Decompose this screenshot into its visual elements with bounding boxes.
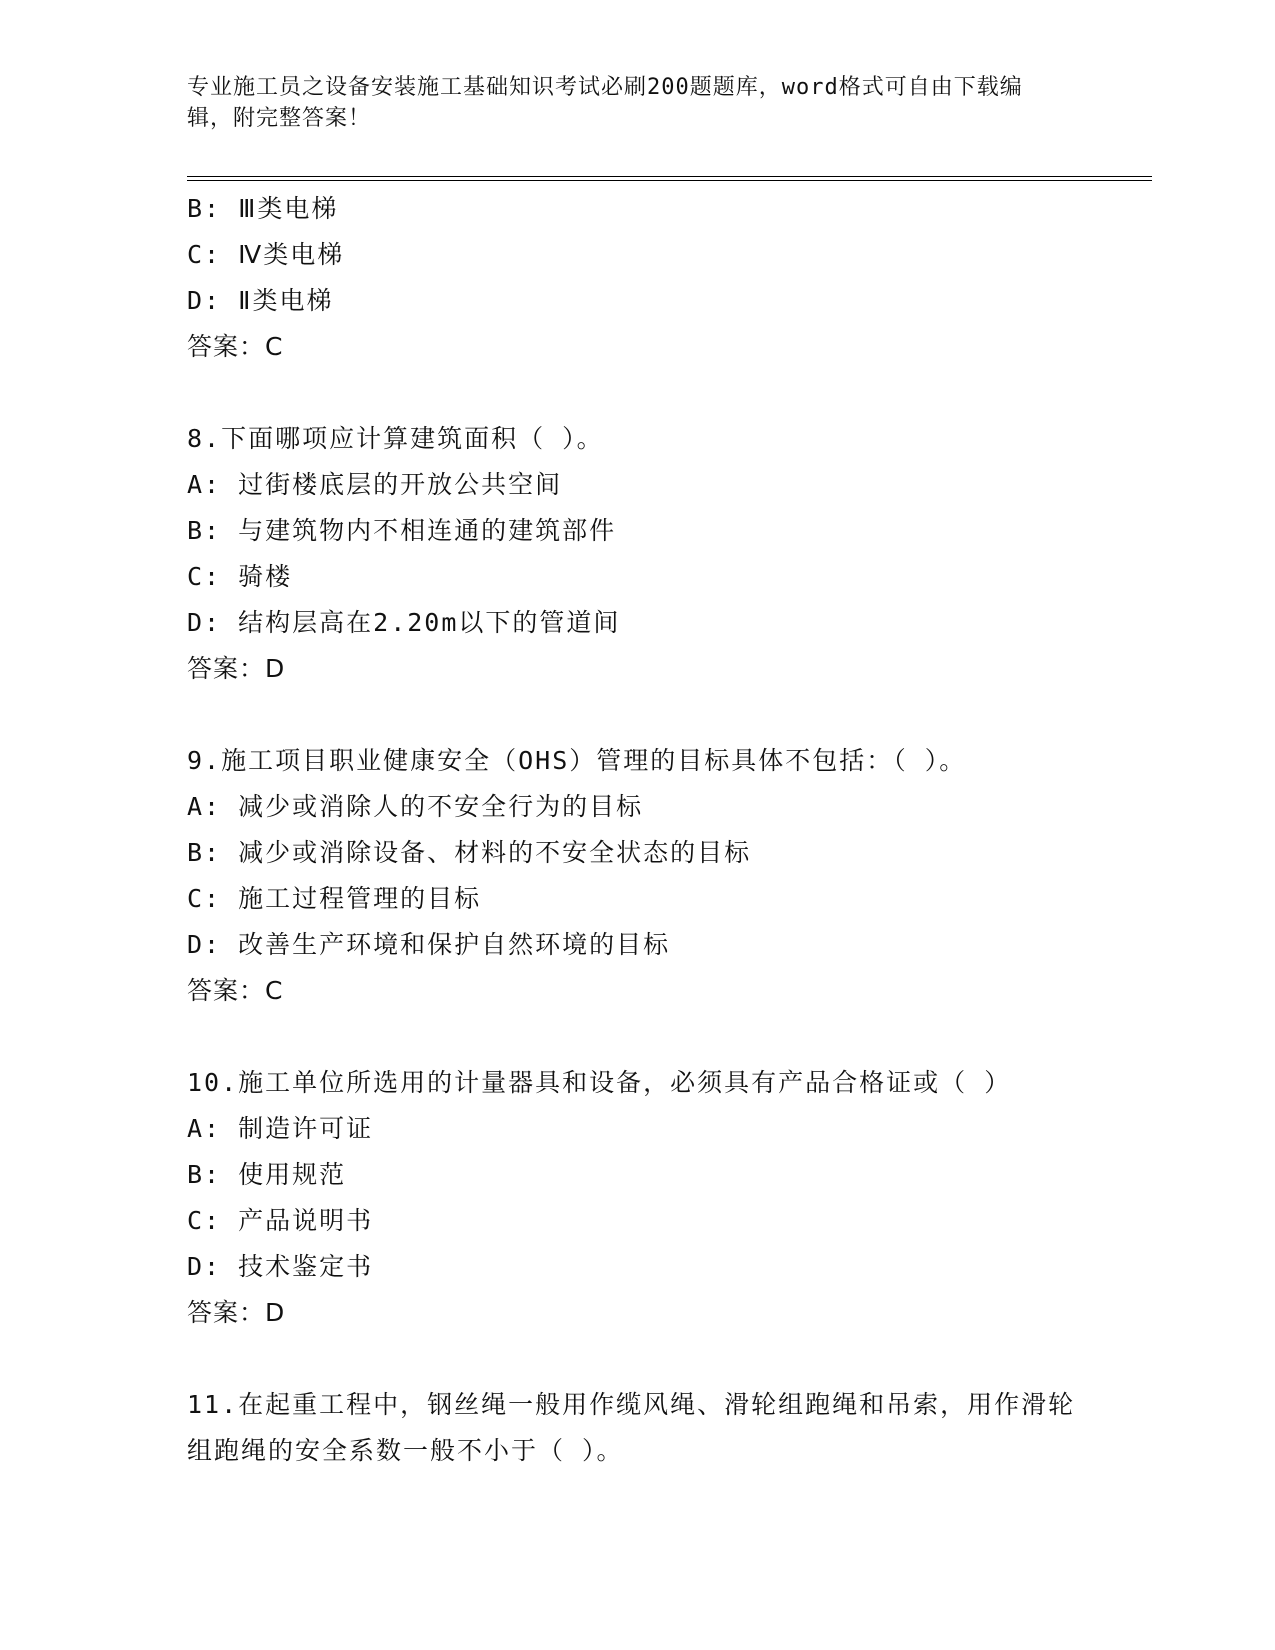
answer-line: 答案：C xyxy=(187,976,284,1005)
spacer xyxy=(187,1336,1152,1382)
question-block-8 xyxy=(187,416,1152,692)
option-a: A: 减少或消除人的不安全行为的目标 xyxy=(187,792,644,821)
option-d: D: Ⅱ类电梯 xyxy=(187,286,334,315)
option-a: A: 过街楼底层的开放公共空间 xyxy=(187,470,563,499)
option-c: C: 产品说明书 xyxy=(187,1206,374,1235)
option-c: C: Ⅳ类电梯 xyxy=(187,240,345,269)
option-b: B: Ⅲ类电梯 xyxy=(187,194,339,223)
spacer xyxy=(187,692,1152,738)
option-b: B: 减少或消除设备、材料的不安全状态的目标 xyxy=(187,838,752,867)
option-d: D: 改善生产环境和保护自然环境的目标 xyxy=(187,930,671,959)
option-c: C: 骑楼 xyxy=(187,562,293,591)
spacer xyxy=(187,370,1152,416)
option-d: D: 技术鉴定书 xyxy=(187,1252,374,1281)
option-d: D: 结构层高在2.20m以下的管道间 xyxy=(187,608,621,637)
question-block-11 xyxy=(187,1382,1152,1474)
question-content xyxy=(187,186,1152,1474)
question-stem: 8.下面哪项应计算建筑面积（ ）。 xyxy=(187,424,604,453)
document-header: 专业施工员之设备安装施工基础知识考试必刷200题题库，word格式可自由下载编辑，附完整答案！ xyxy=(187,75,1023,131)
option-c: C: 施工过程管理的目标 xyxy=(187,884,482,913)
option-a: A: 制造许可证 xyxy=(187,1114,374,1143)
answer-line: 答案：D xyxy=(187,654,286,683)
question-block-9 xyxy=(187,738,1152,1014)
option-b: B: 与建筑物内不相连通的建筑部件 xyxy=(187,516,617,545)
previous-question-block xyxy=(187,186,1152,370)
question-stem: 9.施工项目职业健康安全（OHS）管理的目标具体不包括：（ ）。 xyxy=(187,746,967,775)
question-stem: 10.施工单位所选用的计量器具和设备，必须具有产品合格证或（ ） xyxy=(187,1068,1012,1097)
answer-line: 答案：C xyxy=(187,332,284,361)
question-block-10 xyxy=(187,1060,1152,1336)
header-rule-top xyxy=(187,176,1152,177)
spacer xyxy=(187,1014,1152,1060)
answer-line: 答案：D xyxy=(187,1298,286,1327)
header-rule-bottom xyxy=(187,180,1152,181)
question-stem: 11.在起重工程中，钢丝绳一般用作缆风绳、滑轮组跑绳和吊索，用作滑轮组跑绳的安全系数一般不小于（ ）。 xyxy=(187,1390,1076,1465)
option-b: B: 使用规范 xyxy=(187,1160,347,1189)
